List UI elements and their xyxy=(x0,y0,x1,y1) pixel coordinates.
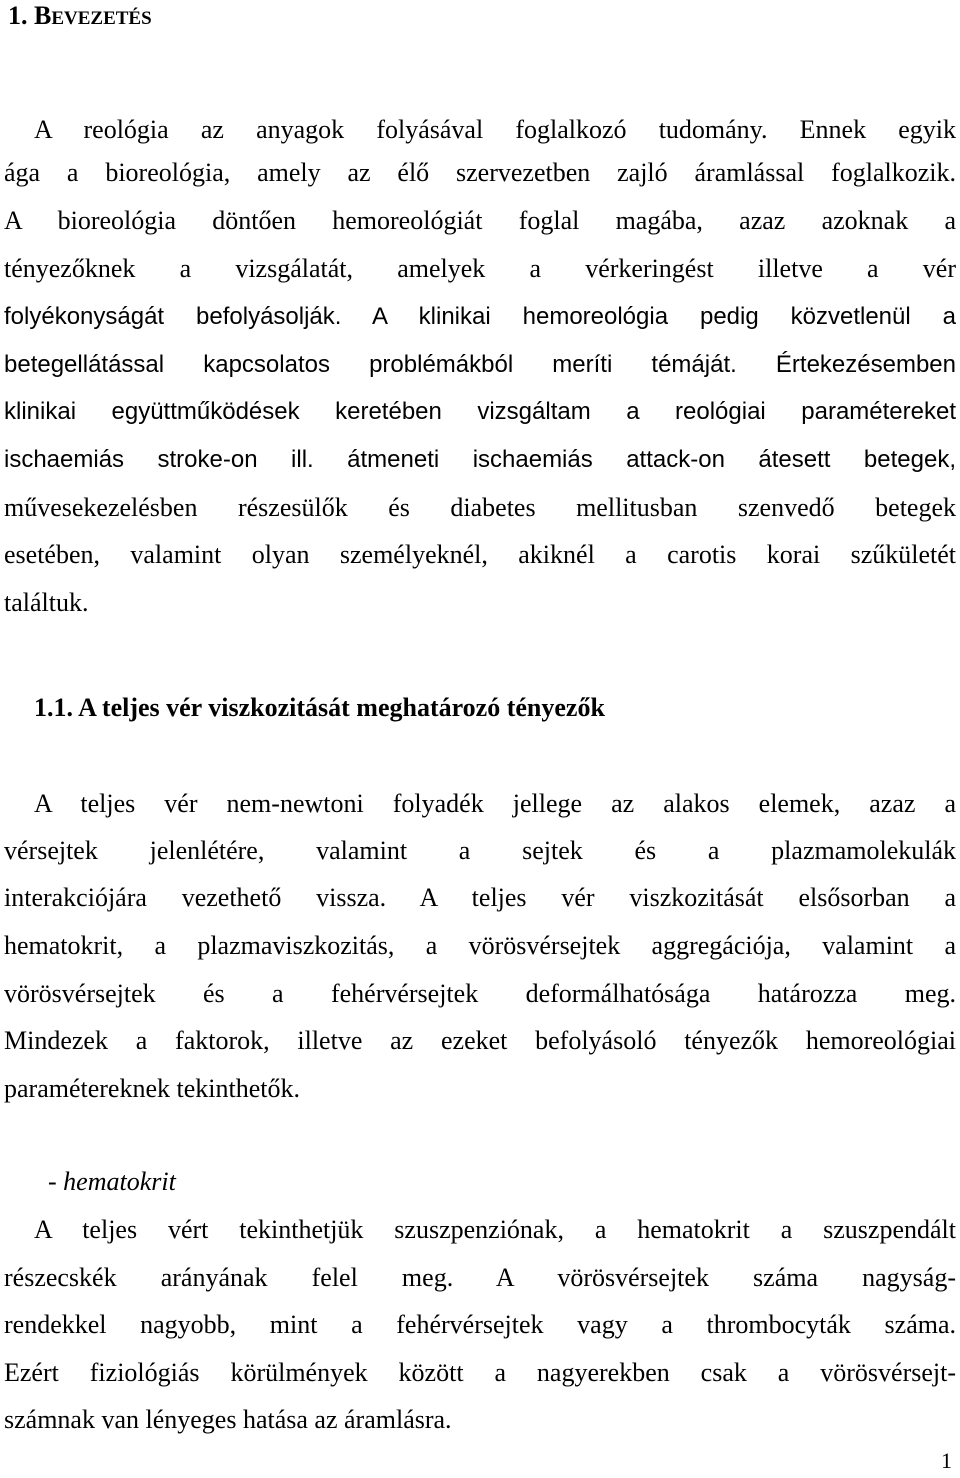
heading-rest: EVEZETÉS xyxy=(51,8,152,29)
hematokrit-label: - hematokrit xyxy=(48,1167,176,1196)
hematokrit-line-4: Ezért fiziológiás körülmények között a nagyerekben csak a vörösvérsejt- xyxy=(4,1358,956,1387)
intro-line-6: betegellátással kapcsolatos problémákból meríti témáját. Értekezésemben xyxy=(4,351,956,378)
section-line-1: A teljes vér nem-newtoni folyadék jellege az alakos elemek, azaz a xyxy=(34,789,956,818)
section-heading: 1.1. A teljes vér viszkozitását meghatározó tényezők xyxy=(34,693,605,722)
intro-line-1: A reológia az anyagok folyásával foglalkozó tudomány. Ennek egyik xyxy=(34,115,956,144)
chapter-heading xyxy=(8,0,152,35)
intro-line-10: esetében, valamint olyan személyeknél, akiknél a carotis korai szűkületét xyxy=(4,540,956,569)
section-line-5: vörösvérsejtek és a fehérvérsejtek deformálhatósága határozza meg. xyxy=(4,979,956,1008)
section-line-3: interakciójára vezethető vissza. A teljes vér viszkozitását elsősorban a xyxy=(4,883,956,912)
intro-line-7: klinikai együttműködések keretében vizsgáltam a reológiai paramétereket xyxy=(4,398,956,425)
heading-number: 1. xyxy=(8,1,34,30)
intro-line-3: A bioreológia döntően hemoreológiát foglal magába, azaz azoknak a xyxy=(4,206,956,235)
section-line-2: vérsejtek jelenlétére, valamint a sejtek és a plazmamolekulák xyxy=(4,836,956,865)
section-line-7: paramétereknek tekinthetők. xyxy=(4,1074,300,1103)
intro-line-4: tényezőknek a vizsgálatát, amelyek a vérkeringést illetve a vér xyxy=(4,254,956,283)
hematokrit-line-3: rendekkel nagyobb, mint a fehérvérsejtek vagy a thrombocyták száma. xyxy=(4,1310,956,1339)
heading-first-letter: B xyxy=(34,1,52,30)
intro-line-11: találtuk. xyxy=(4,588,89,617)
intro-line-9: művesekezelésben részesülők és diabetes mellitusban szenvedő betegek xyxy=(4,493,956,522)
section-line-6: Mindezek a faktorok, illetve az ezeket befolyásoló tényezők hemoreológiai xyxy=(4,1026,956,1055)
hematokrit-line-1: A teljes vért tekinthetjük szuszpenziónak, a hematokrit a szuszpendált xyxy=(34,1215,956,1244)
section-line-4: hematokrit, a plazmaviszkozitás, a vörösvérsejtek aggregációja, valamint a xyxy=(4,931,956,960)
intro-line-2: ága a bioreológia, amely az élő szervezetben zajló áramlással foglalkozik. xyxy=(4,158,956,187)
hematokrit-line-5: számnak van lényeges hatása az áramlásra. xyxy=(4,1405,452,1434)
intro-line-8: ischaemiás stroke-on ill. átmeneti ischaemiás attack-on átesett betegek, xyxy=(4,446,956,473)
hematokrit-line-2: részecskék arányának felel meg. A vörösvérsejtek száma nagyság- xyxy=(4,1263,956,1292)
intro-line-5: folyékonyságát befolyásolják. A klinikai hemoreológia pedig közvetlenül a xyxy=(4,303,956,330)
page-number: 1 xyxy=(941,1448,952,1473)
